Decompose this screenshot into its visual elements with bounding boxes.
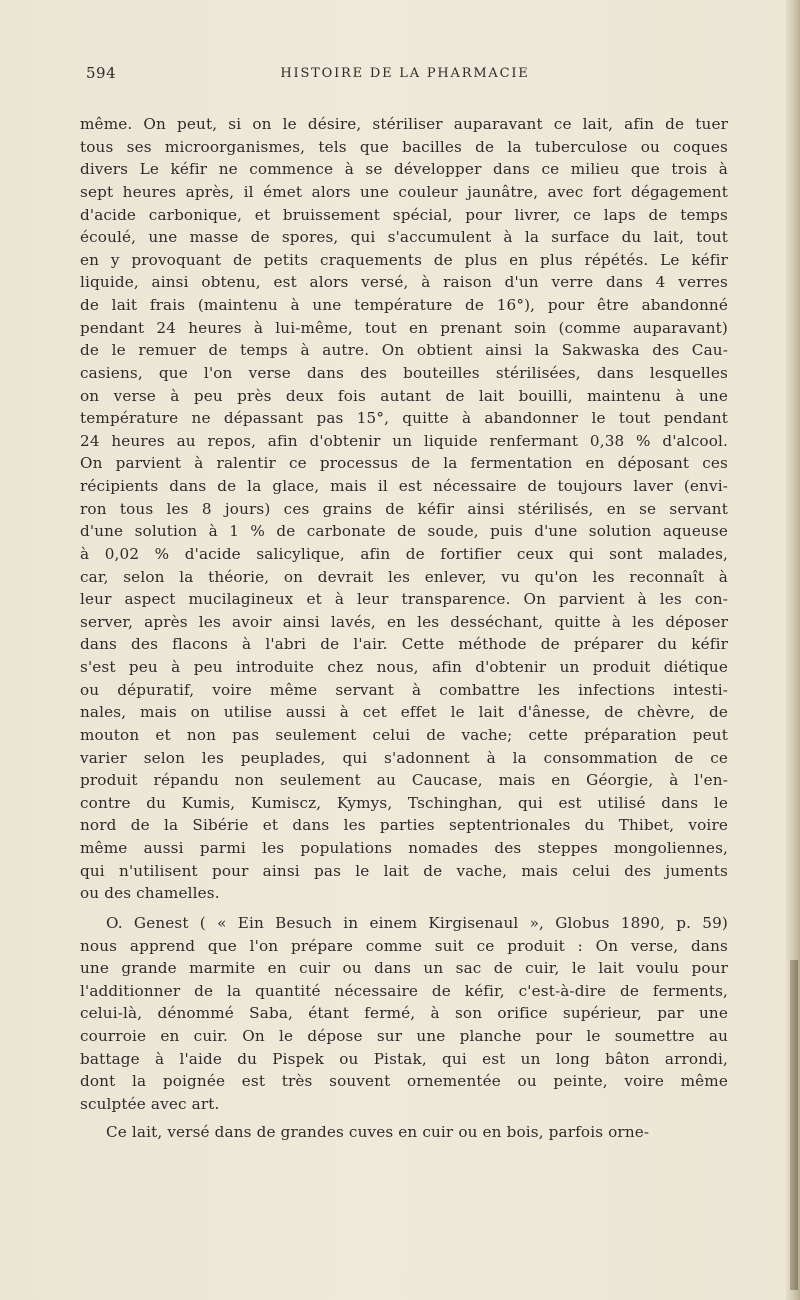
text-line: car, selon la théorie, on devrait les enlever, vu qu'on les reconnaît à xyxy=(80,567,728,586)
text-line: 24 heures au repos, afin d'obtenir un liquide renfermant 0,38 % d'alcool. xyxy=(80,431,728,450)
text-line: O. Genest ( « Ein Besuch in einem Kirgisenaul », Globus 1890, p. 59) xyxy=(106,913,728,932)
text-line: nous apprend que l'on prépare comme suit ce produit : On verse, dans xyxy=(80,936,728,955)
text-line: de le remuer de temps à autre. On obtient ainsi la Sakwaska des Cau- xyxy=(80,341,728,360)
text-line: de lait frais (maintenu à une température de 16°), pour être abandonné xyxy=(80,296,728,314)
text-line: sept heures après, il émet alors une couleur jaunâtre, avec fort dégagement xyxy=(80,182,728,201)
text-line: pendant 24 heures à lui-même, tout en prenant soin (comme auparavant) xyxy=(80,318,728,337)
text-line: casiens, que l'on verse dans des bouteilles stérilisées, dans lesquelles xyxy=(80,363,728,382)
text-line: nales, mais on utilise aussi à cet effet le lait d'ânesse, de chèvre, de xyxy=(80,703,728,722)
text-line: d'acide carbonique, et bruissement spécial, pour livrer, ce laps de temps xyxy=(80,205,728,224)
running-title: HISTOIRE DE LA PHARMACIE xyxy=(280,66,530,81)
text-line: ron tous les 8 jours) ces grains de kéfir ainsi stérilisés, en se servant xyxy=(80,499,728,518)
page-edge-dark xyxy=(790,960,798,1290)
text-line: dont la poignée est très souvent ornementée ou peinte, voire même xyxy=(80,1072,728,1091)
text-line: courroie en cuir. On le dépose sur une planche pour le soumettre au xyxy=(80,1027,728,1045)
text-line: varier selon les peuplades, qui s'adonnent à la consommation de ce xyxy=(80,748,728,767)
text-line: même. On peut, si on le désire, stériliser auparavant ce lait, afin de tuer xyxy=(80,115,728,133)
text-line: leur aspect mucilagineux et à leur transparence. On parvient à les con- xyxy=(80,590,728,609)
text-line: nord de la Sibérie et dans les parties septentrionales du Thibet, voire xyxy=(80,816,728,835)
text-line: à 0,02 % d'acide salicylique, afin de fortifier ceux qui sont malades, xyxy=(80,544,728,563)
text-line: Ce lait, versé dans de grandes cuves en cuir ou en bois, parfois orne- xyxy=(106,1122,650,1141)
paragraph-2 xyxy=(80,912,728,1116)
text-line: liquide, ainsi obtenu, est alors versé, à raison d'un verre dans 4 verres xyxy=(80,273,728,292)
text-line: ou des chamelles. xyxy=(80,884,220,903)
text-line: une grande marmite en cuir ou dans un sac de cuir, le lait voulu pour xyxy=(80,959,728,978)
text-line: On parvient à ralentir ce processus de la fermentation en déposant ces xyxy=(80,454,728,473)
page-number: 594 xyxy=(86,64,117,82)
text-line: ou dépuratif, voire même servant à combattre les infections intesti- xyxy=(80,680,728,699)
text-line: sculptée avec art. xyxy=(80,1094,220,1113)
text-line: battage à l'aide du Pispek ou Pistak, qui est un long bâton arrondi, xyxy=(80,1049,728,1068)
text-line: mouton et non pas seulement celui de vache; cette préparation peut xyxy=(80,725,728,744)
paragraph-1 xyxy=(80,113,728,905)
text-line: s'est peu à peu introduite chez nous, afin d'obtenir un produit diétique xyxy=(80,658,728,676)
text-line: divers Le kéfir ne commence à se développer dans ce milieu que trois à xyxy=(80,160,728,179)
body-text xyxy=(80,113,728,1143)
paragraph-3 xyxy=(80,1121,728,1144)
text-line: celui-là, dénommé Saba, étant fermé, à son orifice supérieur, par une xyxy=(80,1004,728,1023)
text-line: même aussi parmi les populations nomades des steppes mongoliennes, xyxy=(80,839,728,857)
text-line: dans des flacons à l'abri de l'air. Cette méthode de préparer du kéfir xyxy=(80,635,728,654)
text-line: on verse à peu près deux fois autant de lait bouilli, maintenu à une xyxy=(80,386,728,405)
text-line: server, après les avoir ainsi lavés, en les desséchant, quitte à les déposer xyxy=(80,612,728,631)
text-line: produit répandu non seulement au Caucase, mais en Géorgie, à l'en- xyxy=(80,771,728,790)
page-header xyxy=(80,64,730,88)
text-line: écoulé, une masse de spores, qui s'accumulent à la surface du lait, tout xyxy=(80,228,728,247)
text-line: tous ses microorganismes, tels que bacilles de la tuberculose ou coques xyxy=(80,137,728,156)
text-line: l'additionner de la quantité nécessaire de kéfir, c'est-à-dire de ferments, xyxy=(80,981,728,1000)
text-line: température ne dépassant pas 15°, quitte à abandonner le tout pendant xyxy=(80,409,728,428)
text-line: récipients dans de la glace, mais il est nécessaire de toujours laver (envi- xyxy=(80,477,728,495)
text-line: d'une solution à 1 % de carbonate de soude, puis d'une solution aqueuse xyxy=(80,522,728,541)
text-line: contre du Kumis, Kumiscz, Kymys, Tschinghan, qui est utilisé dans le xyxy=(80,793,728,812)
text-line: qui n'utilisent pour ainsi pas le lait de vache, mais celui des juments xyxy=(80,861,728,880)
text-line: en y provoquant de petits craquements de plus en plus répétés. Le kéfir xyxy=(80,250,728,269)
